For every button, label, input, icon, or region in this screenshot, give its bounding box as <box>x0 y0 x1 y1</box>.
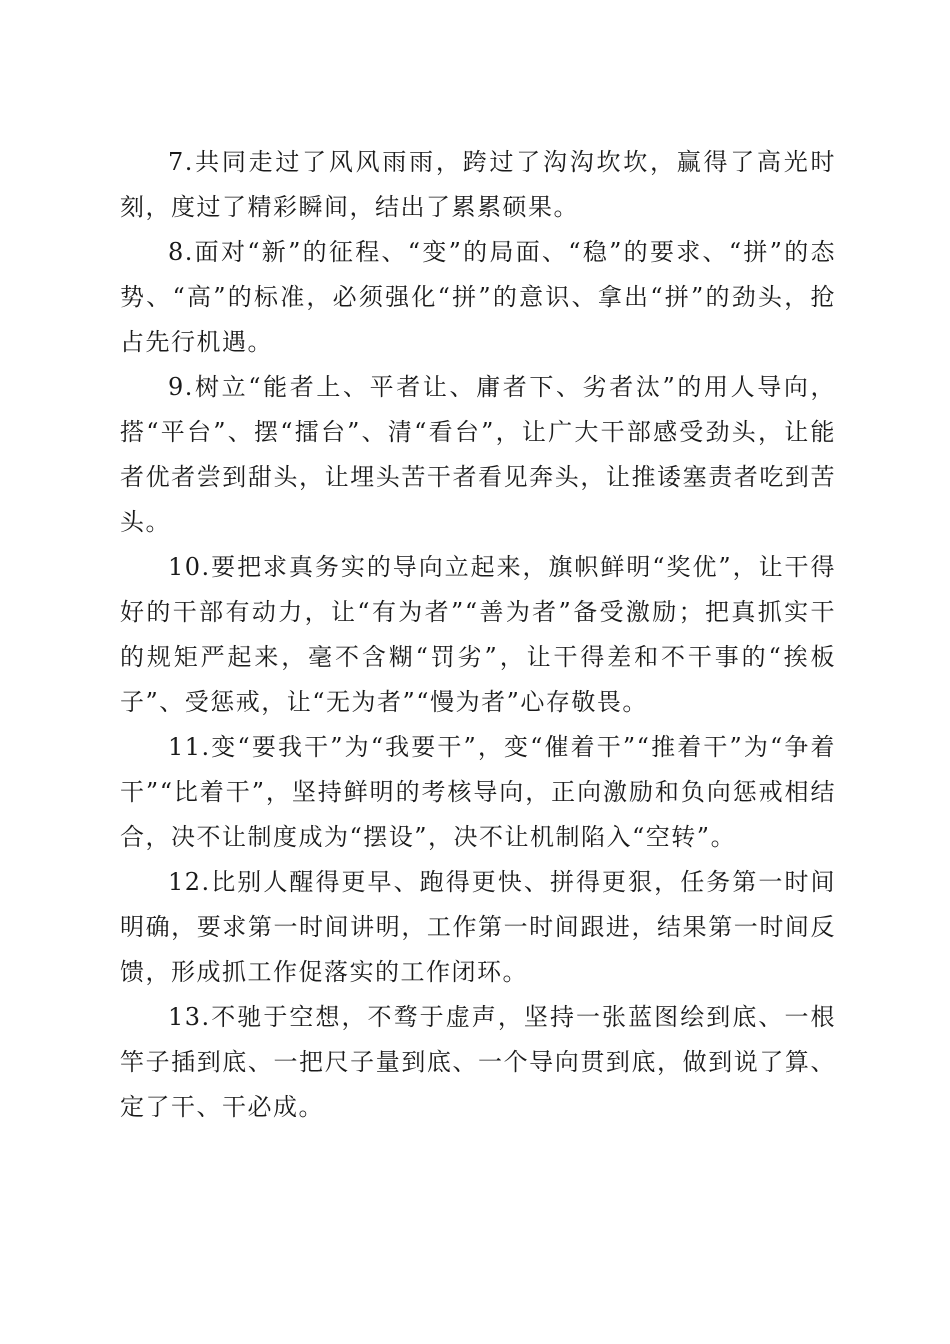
paragraph-11: 11.变“要我干”为“我要干”，变“催着干”“推着干”为“争着干”“比着干”，坚持鲜明的考核导向，正向激励和负向惩戒相结合，决不让制度成为“摆设”，决不让机制陷入“空转”。 <box>120 733 836 851</box>
paragraph-13: 13.不驰于空想，不骛于虚声，坚持一张蓝图绘到底、一根竿子插到底、一把尺子量到底、一个导向贯到底，做到说了算、定了干、干必成。 <box>120 1003 836 1121</box>
document-body <box>120 140 836 1130</box>
paragraph-10: 10.要把求真务实的导向立起来，旗帜鲜明“奖优”，让干得好的干部有动力，让“有为者”“善为者”备受激励；把真抓实干的规矩严起来，毫不含糊“罚劣”，让干得差和不干事的“挨板子”、受惩戒，让“无为者”“慢为者”心存敬畏。 <box>120 553 836 716</box>
paragraph-12: 12.比别人醒得更早、跑得更快、拼得更狠，任务第一时间明确，要求第一时间讲明，工作第一时间跟进，结果第一时间反馈，形成抓工作促落实的工作闭环。 <box>120 868 836 986</box>
paragraph-8: 8.面对“新”的征程、“变”的局面、“稳”的要求、“拼”的态势、“高”的标准，必须强化“拼”的意识、拿出“拼”的劲头，抢占先行机遇。 <box>120 238 836 356</box>
paragraph-9: 9.树立“能者上、平者让、庸者下、劣者汰”的用人导向，搭“平台”、摆“擂台”、清“看台”，让广大干部感受劲头，让能者优者尝到甜头，让埋头苦干者看见奔头，让推诿塞责者吃到苦头。 <box>120 373 836 536</box>
paragraph-7: 7.共同走过了风风雨雨，跨过了沟沟坎坎，赢得了高光时刻，度过了精彩瞬间，结出了累累硕果。 <box>120 148 836 221</box>
